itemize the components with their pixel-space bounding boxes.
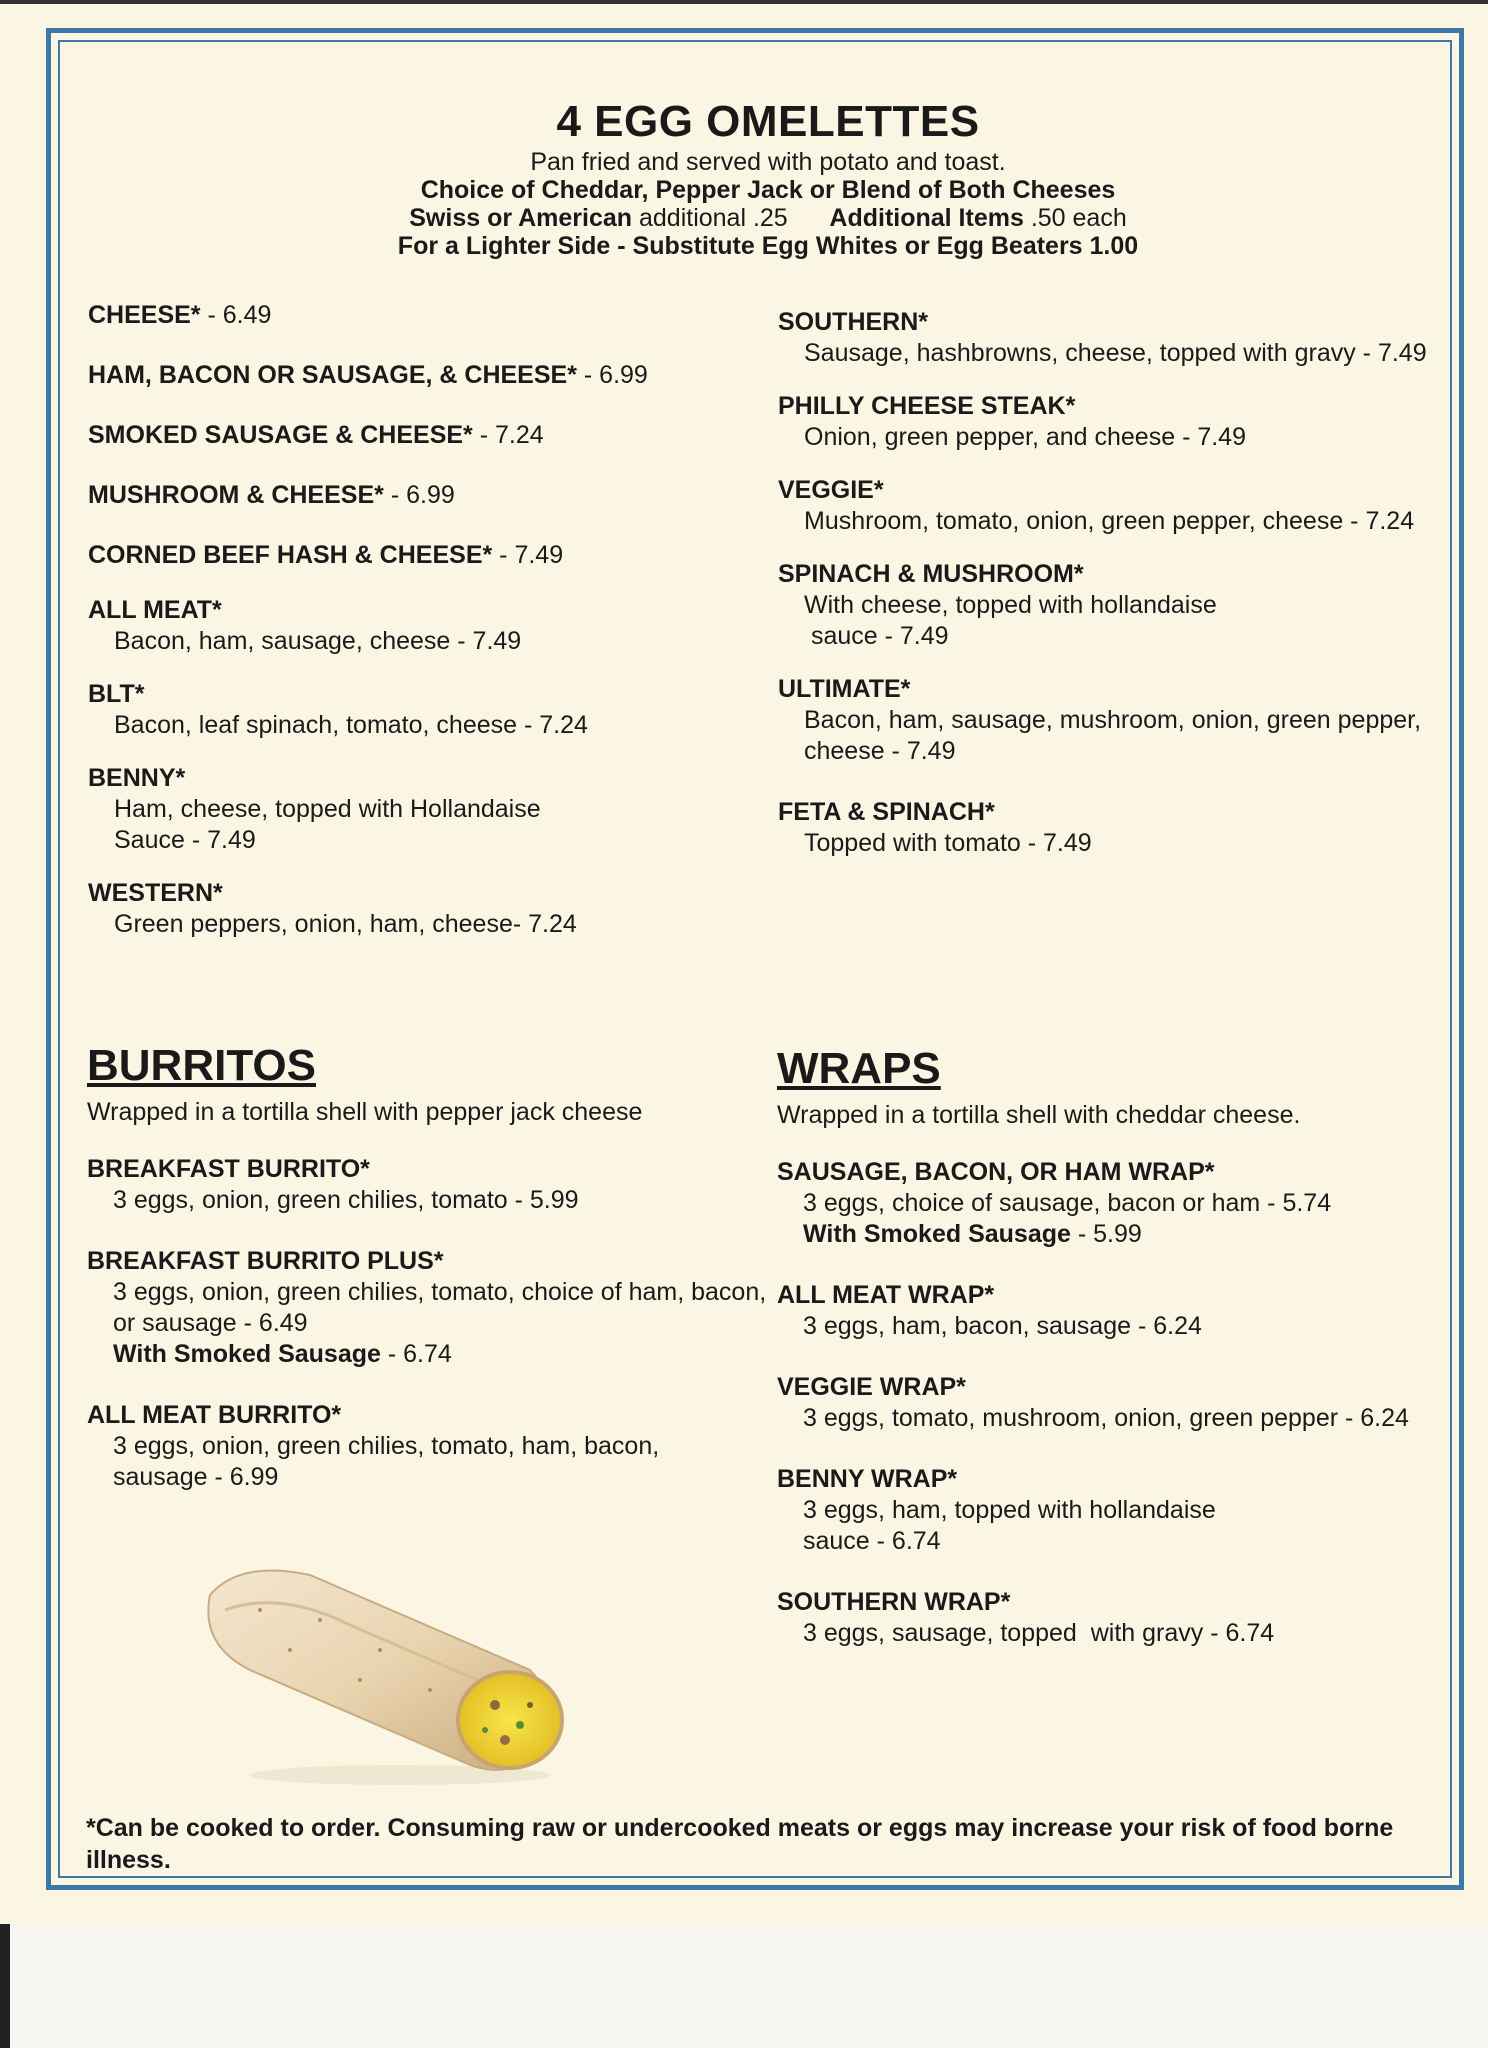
scan-left-edge — [0, 1924, 10, 2048]
item-name: CORNED BEEF HASH & CHEESE* - 7.49 — [88, 541, 564, 569]
item-name: BENNY* — [88, 764, 186, 792]
item-desc: Topped with tomato - 7.49 — [804, 829, 1092, 857]
item-desc: 3 eggs, ham, topped with hollandaise — [803, 1496, 1216, 1524]
item-desc: Bacon, leaf spinach, tomato, cheese - 7.24 — [114, 711, 588, 739]
item-name: WESTERN* — [88, 879, 223, 907]
item-name: CHEESE* - 6.49 — [88, 301, 272, 329]
item-extra: With Smoked Sausage - 6.74 — [113, 1340, 452, 1368]
item-name: HAM, BACON OR SAUSAGE, & CHEESE* - 6.99 — [88, 361, 648, 389]
additional-items-label: Additional Items — [829, 204, 1024, 232]
menu-item — [777, 1372, 1447, 1434]
item-name: VEGGIE WRAP* — [777, 1373, 966, 1401]
item-name: SPINACH & MUSHROOM* — [778, 560, 1084, 588]
swiss-american-price: additional .25 — [632, 204, 788, 232]
item-name: SAUSAGE, BACON, OR HAM WRAP* — [777, 1158, 1215, 1186]
item-name: FETA & SPINACH* — [778, 798, 995, 826]
menu-item — [87, 1154, 767, 1216]
item-desc: 3 eggs, onion, green chilies, tomato, ham, bacon, — [113, 1432, 660, 1460]
item-desc-2: cheese - 7.49 — [804, 737, 956, 765]
item-desc: With cheese, topped with hollandaise — [804, 591, 1217, 619]
burrito-image — [200, 1550, 570, 1790]
burritos-subtitle: Wrapped in a tortilla shell with pepper jack cheese — [87, 1098, 643, 1126]
menu-item — [777, 1280, 1447, 1342]
menu-item — [88, 540, 728, 571]
item-name: MUSHROOM & CHEESE* - 6.99 — [88, 481, 455, 509]
omelettes-info-1: Pan fried and served with potato and toast. — [530, 148, 1006, 176]
menu-item — [778, 674, 1438, 767]
menu-item — [88, 763, 728, 856]
item-name: ULTIMATE* — [778, 675, 911, 703]
item-name: BLT* — [88, 680, 145, 708]
menu-item — [87, 1400, 767, 1493]
item-desc: 3 eggs, ham, bacon, sausage - 6.24 — [803, 1312, 1202, 1340]
item-desc-2: Sauce - 7.49 — [114, 826, 256, 854]
menu-item — [87, 1246, 767, 1370]
item-desc-2: sauce - 6.74 — [803, 1527, 941, 1555]
item-name: SOUTHERN WRAP* — [777, 1588, 1011, 1616]
item-desc: Ham, cheese, topped with Hollandaise — [114, 795, 541, 823]
omelettes-info-3 — [300, 204, 1236, 232]
menu-item — [778, 797, 1438, 859]
omelettes-info-2: Choice of Cheddar, Pepper Jack or Blend of Both Cheeses — [420, 176, 1116, 204]
item-desc-2: sauce - 7.49 — [804, 622, 949, 650]
menu-item — [777, 1157, 1447, 1250]
menu-item — [778, 475, 1438, 537]
additional-items-price: .50 each — [1023, 204, 1127, 232]
menu-item — [88, 480, 728, 511]
wraps-title: WRAPS — [777, 1044, 941, 1093]
omelettes-left-column — [88, 300, 728, 962]
menu-item — [88, 679, 728, 741]
item-name: ALL MEAT* — [88, 596, 222, 624]
item-desc: Onion, green pepper, and cheese - 7.49 — [804, 423, 1246, 451]
item-name: SOUTHERN* — [778, 308, 929, 336]
item-desc: 3 eggs, choice of sausage, bacon or ham - 5.74 — [803, 1189, 1332, 1217]
item-name: PHILLY CHEESE STEAK* — [778, 392, 1076, 420]
item-name: BENNY WRAP* — [777, 1465, 958, 1493]
item-desc: Sausage, hashbrowns, cheese, topped with gravy - 7.49 — [804, 339, 1427, 367]
swiss-american-label: Swiss or American — [409, 204, 633, 232]
item-name: ALL MEAT WRAP* — [777, 1281, 995, 1309]
menu-item — [778, 559, 1438, 652]
item-desc-2: or sausage - 6.49 — [113, 1309, 308, 1337]
item-name: BREAKFAST BURRITO* — [87, 1155, 370, 1183]
wraps-section — [777, 1043, 1447, 1671]
item-name: SMOKED SAUSAGE & CHEESE* - 7.24 — [88, 421, 544, 449]
wraps-subtitle: Wrapped in a tortilla shell with cheddar cheese. — [777, 1101, 1301, 1129]
scan-bottom-margin — [0, 1924, 1488, 2048]
item-extra: With Smoked Sausage - 5.99 — [803, 1220, 1142, 1248]
menu-item — [88, 878, 728, 940]
item-desc: 3 eggs, onion, green chilies, tomato - 5.99 — [113, 1186, 579, 1214]
item-desc: Mushroom, tomato, onion, green pepper, cheese - 7.24 — [804, 507, 1415, 535]
menu-item — [88, 595, 728, 657]
menu-item — [777, 1587, 1447, 1649]
menu-item — [88, 360, 728, 391]
item-name: BREAKFAST BURRITO PLUS* — [87, 1247, 444, 1275]
item-desc: Green peppers, onion, ham, cheese- 7.24 — [114, 910, 577, 938]
menu-item — [777, 1464, 1447, 1557]
omelettes-title: 4 EGG OMELETTES — [556, 97, 980, 146]
menu-item — [88, 300, 728, 331]
burritos-section — [87, 1040, 767, 1515]
omelettes-right-column — [778, 307, 1438, 881]
omelettes-info-4: For a Lighter Side - Substitute Egg Whites or Egg Beaters 1.00 — [397, 232, 1139, 260]
item-desc-2: sausage - 6.99 — [113, 1463, 279, 1491]
menu-item — [88, 420, 728, 451]
item-name: ALL MEAT BURRITO* — [87, 1401, 342, 1429]
menu-item — [778, 391, 1438, 453]
footnote: *Can be cooked to order. Consuming raw or undercooked meats or eggs may increase your risk of food borne illness. — [86, 1814, 1394, 1874]
item-desc: 3 eggs, sausage, topped with gravy - 6.74 — [803, 1619, 1275, 1647]
item-desc: 3 eggs, tomato, mushroom, onion, green pepper - 6.24 — [803, 1404, 1409, 1432]
item-desc: Bacon, ham, sausage, cheese - 7.49 — [114, 627, 522, 655]
item-desc: 3 eggs, onion, green chilies, tomato, choice of ham, bacon, — [113, 1278, 767, 1306]
item-desc: Bacon, ham, sausage, mushroom, onion, green pepper, — [804, 706, 1422, 734]
item-name: VEGGIE* — [778, 476, 884, 504]
menu-item — [778, 307, 1438, 369]
omelettes-header — [300, 96, 1236, 260]
burritos-title: BURRITOS — [87, 1041, 316, 1090]
